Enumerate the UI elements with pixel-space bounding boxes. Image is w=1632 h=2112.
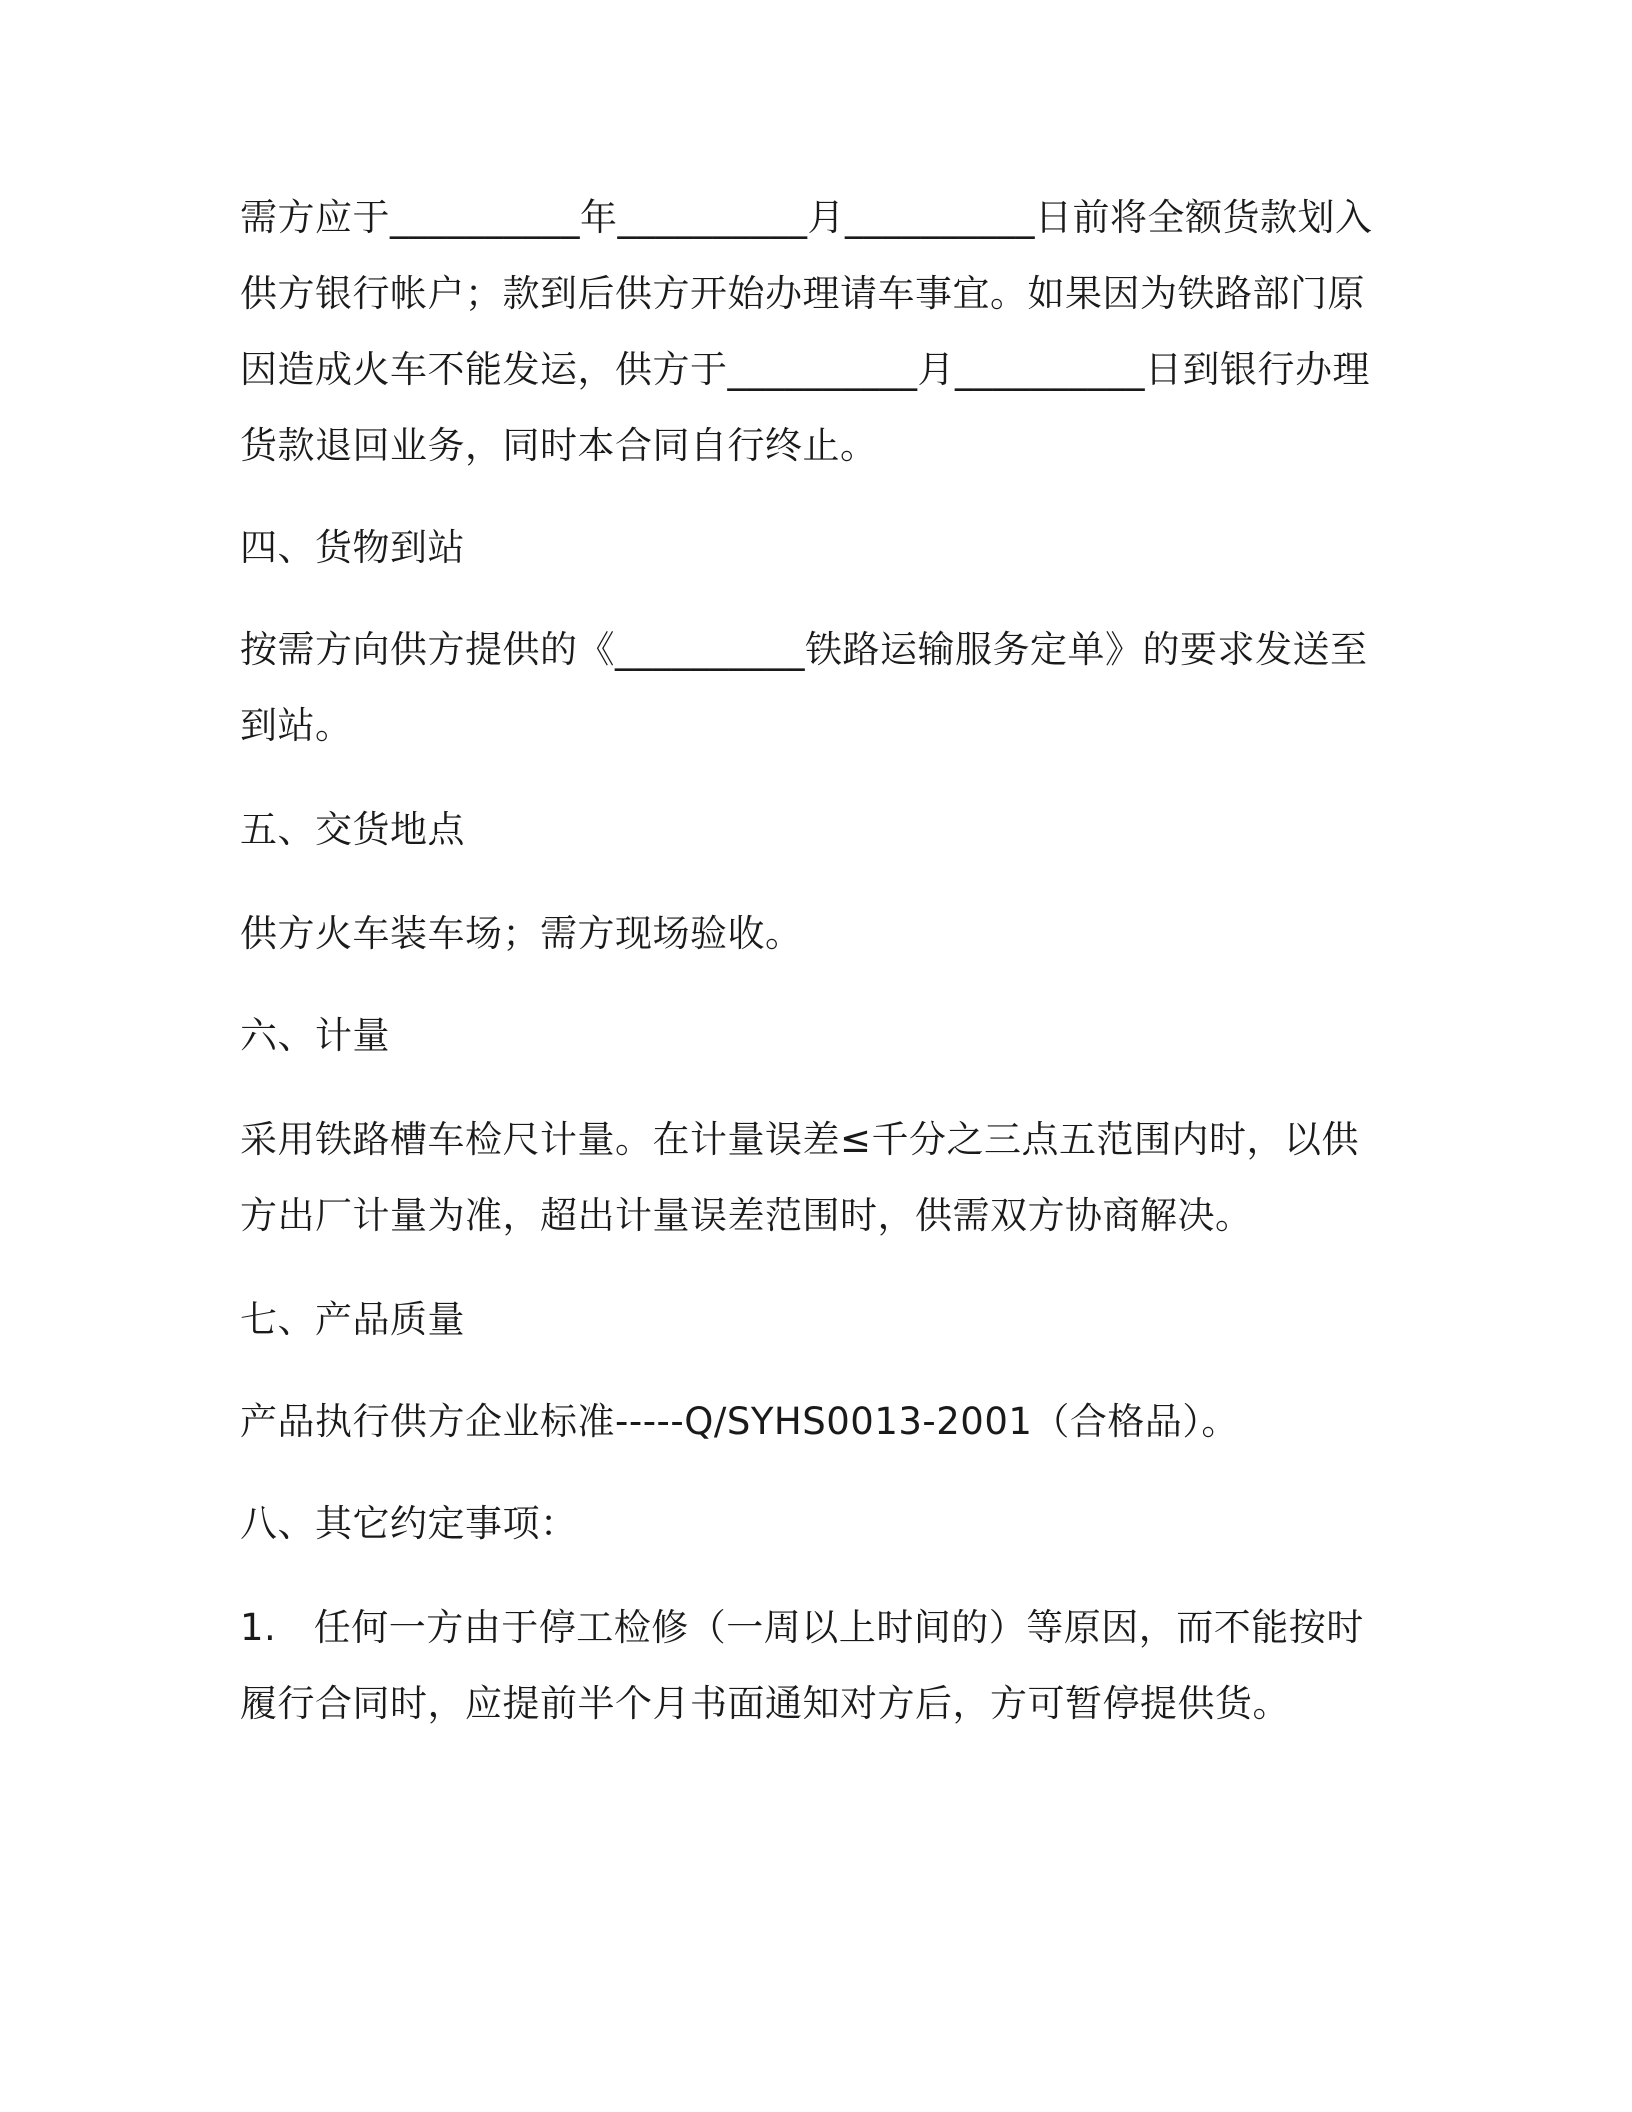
delivery-location-paragraph: 供方火车装车场；需方现场验收。 xyxy=(240,912,803,955)
section-heading-quality: 七、产品质量 xyxy=(240,1298,465,1341)
measurement-paragraph-line-1: 采用铁路槽车检尺计量。在计量误差≤千分之三点五范围内时，以供 xyxy=(240,1118,1360,1161)
section-heading-destination: 四、货物到站 xyxy=(240,526,465,569)
section-heading-other-terms: 八、其它约定事项： xyxy=(240,1502,578,1545)
destination-paragraph-line-1: 按需方向供方提供的《__________铁路运输服务定单》的要求发送至 xyxy=(240,628,1368,671)
other-terms-item-1-line-1: 1. 任何一方由于停工检修（一周以上时间的）等原因，而不能按时 xyxy=(240,1606,1364,1649)
quality-paragraph: 产品执行供方企业标准-----Q/SYHS0013-2001（合格品）。 xyxy=(240,1400,1239,1443)
payment-paragraph-line-1: 需方应于__________年__________月__________日前将全额货款划入 xyxy=(240,196,1373,239)
payment-paragraph-line-3: 因造成火车不能发运，供方于__________月__________日到银行办理 xyxy=(240,348,1370,391)
payment-paragraph-line-2: 供方银行帐户；款到后供方开始办理请车事宜。如果因为铁路部门原 xyxy=(240,272,1365,315)
section-heading-measurement: 六、计量 xyxy=(240,1014,390,1057)
section-heading-delivery-location: 五、交货地点 xyxy=(240,808,465,851)
payment-paragraph-line-4: 货款退回业务，同时本合同自行终止。 xyxy=(240,424,878,467)
destination-paragraph-line-2: 到站。 xyxy=(240,704,353,747)
other-terms-item-1-line-2: 履行合同时，应提前半个月书面通知对方后，方可暂停提供货。 xyxy=(240,1682,1290,1725)
measurement-paragraph-line-2: 方出厂计量为准，超出计量误差范围时，供需双方协商解决。 xyxy=(240,1194,1253,1237)
